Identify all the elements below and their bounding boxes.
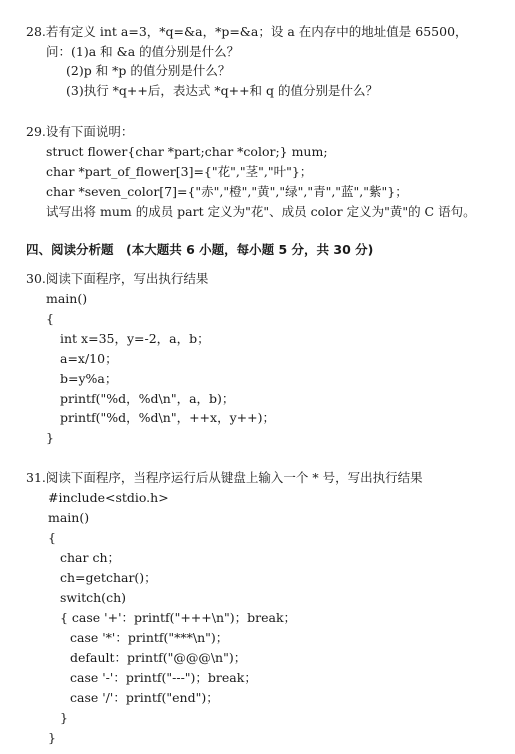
q31-code-case-star: case '*'：printf("***\n")； xyxy=(70,630,229,645)
q31-code-switch: switch(ch) xyxy=(60,590,126,605)
q30-code-printf-1: printf("%d，%d\n"，a，b)； xyxy=(60,391,235,406)
q30-code-assign-b: b=y%a； xyxy=(60,371,118,386)
q29-line-2: struct flower{char *part;char *color;} mum; xyxy=(46,144,328,159)
q30-line-1: 30.阅读下面程序，写出执行结果 xyxy=(26,271,209,286)
q28-line-1: 28.若有定义 int a=3，*q=&a，*p=&a；设 a 在内存中的地址值是 65500， xyxy=(26,24,468,39)
q31-code-close-switch: } xyxy=(60,710,68,725)
q31-code-case-plus: { case '+'：printf("+++\n")；break； xyxy=(60,610,297,625)
q31-code-include: #include<stdio.h> xyxy=(48,490,169,505)
q31-code-decl: char ch； xyxy=(60,550,121,565)
q30-code-close-brace: } xyxy=(46,430,54,445)
q30-code-printf-2: printf("%d，%d\n"，++x，y++)； xyxy=(60,410,275,425)
q31-code-main: main() xyxy=(48,510,90,525)
q29-line-1: 29.设有下面说明： xyxy=(26,124,134,139)
q28-line-2: 问：(1)a 和 &a 的值分别是什么？ xyxy=(46,44,240,59)
q31-line-1: 31.阅读下面程序，当程序运行后从键盘上输入一个 * 号，写出执行结果 xyxy=(26,470,423,485)
q31-code-case-slash: case '/'：printf("end")； xyxy=(70,690,219,705)
q31-code-getchar: ch=getchar()； xyxy=(60,570,157,585)
q31-code-default: default：printf("@@@\n")； xyxy=(70,650,247,665)
q29-line-5: 试写出将 mum 的成员 part 定义为"花"、成员 color 定义为"黄"的 C 语句。 xyxy=(46,204,476,219)
q30-code-main: main() xyxy=(46,291,88,306)
q28-line-3: (2)p 和 *p 的值分别是什么？ xyxy=(66,63,231,78)
q31-code-case-minus: case '-'：printf("---")；break； xyxy=(70,670,257,685)
q31-code-open-brace: { xyxy=(48,530,56,545)
q31-code-close-main: } xyxy=(48,730,56,745)
q29-line-4: char *seven_color[7]={"赤","橙","黄","绿","青","蓝","紫"}； xyxy=(46,184,408,199)
q28-line-4: (3)执行 *q++后，表达式 *q++和 q 的值分别是什么？ xyxy=(66,83,379,98)
section-heading: 四、阅读分析题 (本大题共 6 小题，每小题 5 分，共 30 分) xyxy=(26,242,374,257)
q30-code-open-brace: { xyxy=(46,311,54,326)
q29-line-3: char *part_of_flower[3]={"花","茎","叶"}； xyxy=(46,164,313,179)
q30-code-decl: int x=35，y=-2，a，b； xyxy=(60,331,210,346)
q30-code-assign-a: a=x/10； xyxy=(60,351,118,366)
